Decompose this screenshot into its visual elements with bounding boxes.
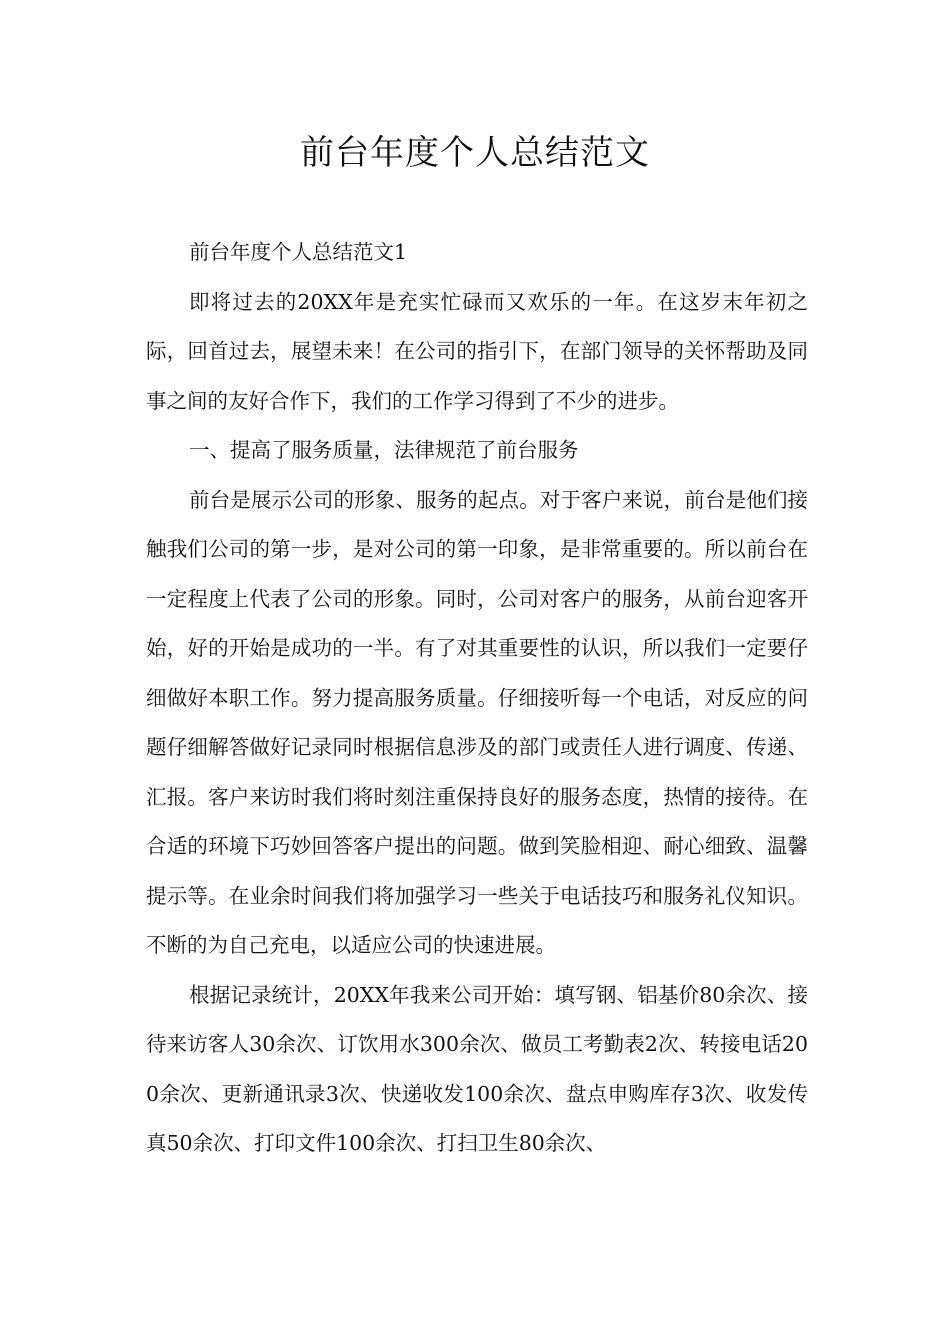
paragraph-section-heading: 一、提高了服务质量，法律规范了前台服务	[189, 438, 579, 462]
document-title: 前台年度个人总结范文	[300, 133, 650, 173]
paragraph-intro: 即将过去的20XX年是充实忙碌而又欢乐的一年。在这岁末年初之际，回首过去，展望未来！在公司的指引下，在部门领导的关怀帮助及同事之间的友好合作下，我们的工作学习得到了不少的进步。	[146, 289, 808, 413]
paragraph-statistics: 根据记录统计，20XX年我来公司开始：填写钢、铝基价80余次、接待来访客人30余次、订饮用水300余次、做员工考勤表2次、转接电话200余次、更新通讯录3次、快递收发100余次、盘点申购库存3次、收发传真50余次、打印文件100余次、打扫卫生80余次、	[146, 982, 808, 1155]
paragraph-service: 前台是展示公司的形象、服务的起点。对于客户来说，前台是他们接触我们公司的第一步，是对公司的第一印象，是非常重要的。所以前台在一定程度上代表了公司的形象。同时，公司对客户的服务，从前台迎客开始，好的开始是成功的一半。有了对其重要性的认识，所以我们一定要仔细做好本职工作。努力提高服务质量。仔细接听每一个电话，对反应的问题仔细解答做好记录同时根据信息涉及的部门或责任人进行调度、传递、汇报。客户来访时我们将时刻注重保持良好的服务态度，热情的接待。在合适的环境下巧妙回答客户提出的问题。做到笑脸相迎、耐心细致、温馨提示等。在业余时间我们将加强学习一些关于电话技巧和服务礼仪知识。不断的为自己充电，以适应公司的快速进展。	[146, 487, 808, 957]
document-body	[146, 228, 808, 1169]
paragraph-subtitle: 前台年度个人总结范文1	[189, 240, 408, 264]
